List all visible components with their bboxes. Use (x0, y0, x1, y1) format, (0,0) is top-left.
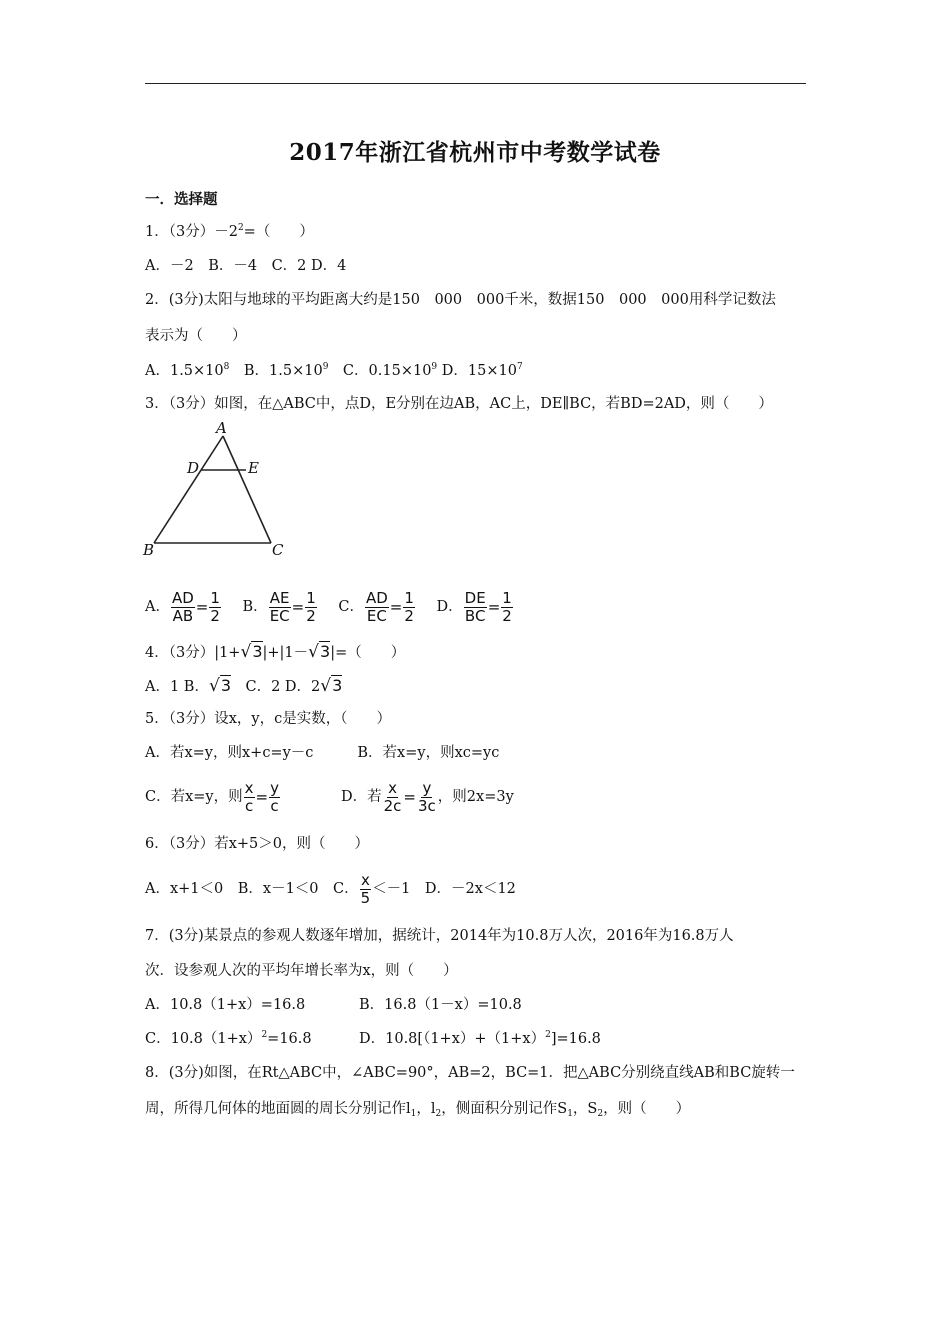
question-7-options-cd: C．$10.8(1+x)^2=16.8$ D．$10.8[(1+x)+(1+x)^2]=16.8$ (145, 1030, 601, 1047)
question-2-line1: 2．(3分)太阳与地球的平均距离大约是150 000 000千米，数据150 000 000用科学记数法 (145, 292, 776, 308)
side-ac (223, 436, 271, 543)
question-2-line2: 表示为（ ） (145, 328, 247, 344)
q3-option-c: C． $\frac{AD}{EC}$ = $\frac{1}{2}$ (338, 588, 414, 625)
label-d: D (187, 459, 200, 477)
q3-option-a: A． $\frac{AD}{AB}$ = $\frac{1}{2}$ (145, 588, 220, 625)
question-1: 1．（3分）$-2^2=$（ ） (145, 223, 314, 240)
question-7-options-ab: A．10.8（1+x）=16.8 B．16.8（1－x）=10.8 (145, 997, 522, 1013)
question-8-line1: 8．(3分)如图，在Rt△ABC中，∠ABC=90°，AB=2，BC=1．把△ABC分别绕直线AB和BC旋转一 (145, 1065, 795, 1081)
question-6-options: A．x+1＜0 B．x－1＜0 C． $\frac{x}{5}$ ＜－1 D．－2x＜12 (145, 870, 516, 907)
question-6-stem: 6．（3分）若x+5＞0，则（ ） (145, 836, 369, 852)
label-b: B (143, 541, 155, 559)
question-7-line1: 7．(3分)某景点的参观人数逐年增加，据统计，2014年为10.8万人次，2016年为16.8万人 (145, 928, 734, 944)
page-title: 2017年浙江省杭州市中考数学试卷 (289, 139, 661, 166)
question-2-options: A．$1.5\times 10^8$ B．$1.5\times 10^9$ C．$0.15\times 10^9$ D．$15\times 10^7$ (145, 362, 523, 379)
q3-option-d: D． $\frac{DE}{BC}$ = $\frac{1}{2}$ (436, 588, 512, 625)
question-1-options: A．－2 B．－4 C．2 D．4 (145, 258, 347, 274)
question-3-options (145, 588, 514, 626)
question-4-options: A．1 B．√3 C．2 D．2√3 (145, 676, 343, 696)
question-4-stem: 4．（3分）|1+√3|+|1－√3|=（ ） (145, 642, 406, 662)
section-heading: 一．选择题 (145, 191, 218, 208)
header-rule (145, 83, 806, 84)
label-a: A (216, 419, 227, 437)
question-3-stem: 3．（3分）如图，在△ABC中，点D，E分别在边AB，AC上，DE∥BC，若BD=2AD，则（ ） (145, 396, 773, 412)
question-5-options-ab: A．若x=y，则x+c=y－c B．若x=y，则xc=yc (145, 745, 500, 761)
question-5-stem: 5．（3分）设x，y，c是实数，（ ） (145, 711, 391, 727)
question-5-options-cd: C．若x=y，则 $\frac{x}{c}$ = $\frac{y}{c}$ D．若 $\frac{x}{2c}$ = $\frac{y}{3c}$ ，则2x=3y (145, 778, 514, 815)
question-7-line2: 次．设参观人次的平均年增长率为x，则（ ） (145, 963, 458, 979)
question-8-line2: 周，所得几何体的地面圆的周长分别记作$l_1$，$l_2$，侧面积分别记作$S_1$，$S_2$，则（ ） (145, 1101, 691, 1119)
q3-option-b: B． $\frac{AE}{EC}$ = $\frac{1}{2}$ (242, 588, 316, 625)
label-e: E (248, 459, 259, 477)
label-c: C (272, 541, 284, 559)
side-ab (154, 436, 223, 543)
triangle-figure (140, 418, 300, 563)
